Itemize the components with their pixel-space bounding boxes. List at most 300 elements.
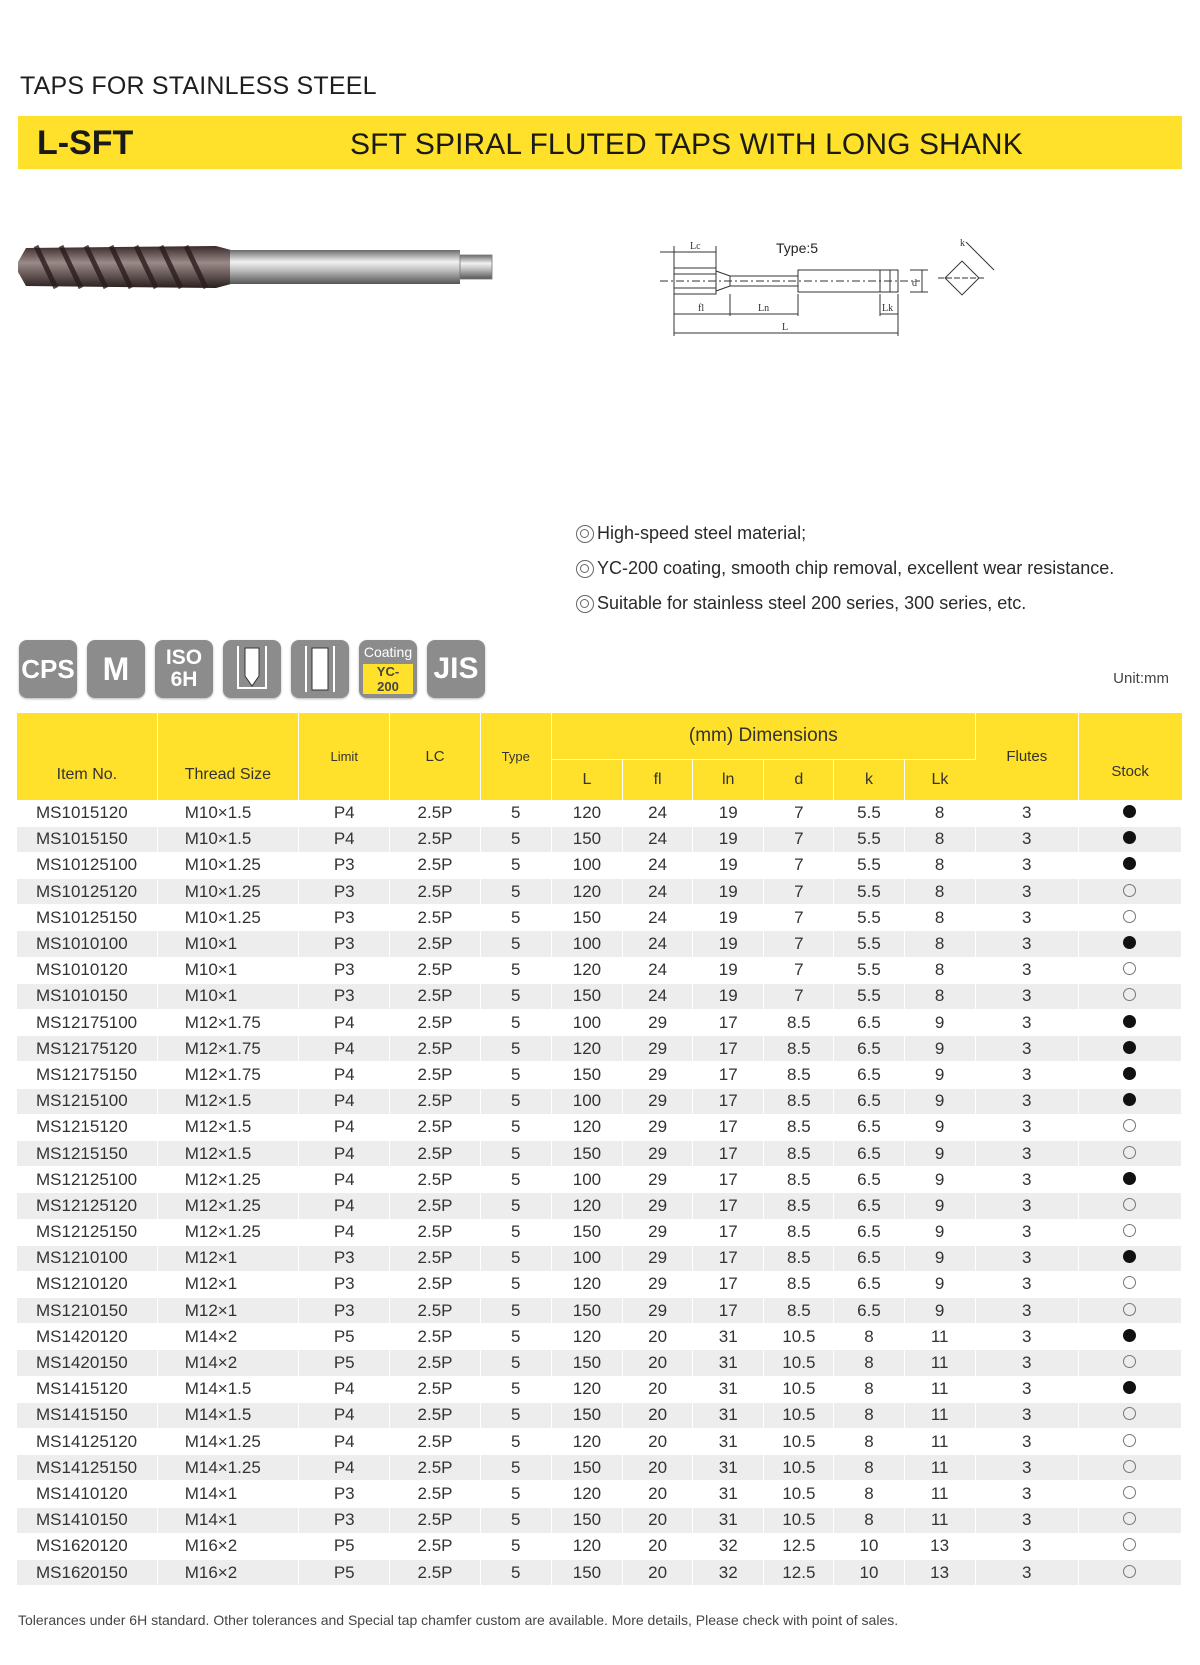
table-row [17, 1350, 1182, 1376]
cell-lk: 8 [904, 931, 975, 957]
cell-flutes: 3 [975, 1010, 1078, 1036]
cell-item-no: MS1010120 [17, 957, 157, 983]
table-row [17, 1481, 1182, 1507]
cell-k: 6.5 [834, 1298, 904, 1324]
cell-lk: 9 [904, 1140, 975, 1166]
cell-l: 150 [551, 1219, 622, 1245]
cell-k: 6.5 [834, 1062, 904, 1088]
cell-ln: 17 [693, 1245, 764, 1271]
iso-6h-badge: ISO 6H [155, 640, 213, 698]
cell-k: 6.5 [834, 1140, 904, 1166]
cell-limit: P5 [299, 1559, 390, 1585]
cell-l: 120 [551, 1324, 622, 1350]
table-row [17, 957, 1182, 983]
cell-d: 10.5 [764, 1350, 834, 1376]
feature-item: Suitable for stainless steel 200 series, 300 series, etc. [576, 586, 1114, 621]
cell-stock [1078, 1010, 1181, 1036]
cell-lk: 9 [904, 1062, 975, 1088]
cell-item-no: MS1620120 [17, 1533, 157, 1559]
cell-fl: 29 [623, 1193, 693, 1219]
cell-ln: 17 [693, 1219, 764, 1245]
cell-lc: 2.5P [390, 983, 480, 1009]
cell-item-no: MS1215100 [17, 1088, 157, 1114]
cell-limit: P3 [299, 905, 390, 931]
cell-flutes: 3 [975, 1193, 1078, 1219]
cell-d: 12.5 [764, 1533, 834, 1559]
cell-stock [1078, 905, 1181, 931]
cell-limit: P4 [299, 1455, 390, 1481]
cell-thread-size: M12×1.5 [157, 1114, 298, 1140]
cell-d: 8.5 [764, 1271, 834, 1297]
cell-item-no: MS10125120 [17, 879, 157, 905]
cell-l: 120 [551, 1036, 622, 1062]
cell-ln: 19 [693, 905, 764, 931]
feature-item: YC-200 coating, smooth chip removal, excellent wear resistance. [576, 551, 1114, 586]
cell-ln: 17 [693, 1298, 764, 1324]
cell-ln: 17 [693, 1010, 764, 1036]
cell-lk: 8 [904, 879, 975, 905]
cell-thread-size: M12×1.25 [157, 1193, 298, 1219]
cell-thread-size: M10×1.25 [157, 879, 298, 905]
cell-l: 150 [551, 1062, 622, 1088]
cell-d: 7 [764, 983, 834, 1009]
cell-lk: 9 [904, 1219, 975, 1245]
cell-type: 5 [480, 1559, 551, 1585]
out-of-stock-circle-icon [1123, 1407, 1136, 1420]
cell-limit: P4 [299, 1167, 390, 1193]
cell-ln: 31 [693, 1507, 764, 1533]
cell-d: 8.5 [764, 1062, 834, 1088]
cell-fl: 24 [623, 983, 693, 1009]
cell-k: 5.5 [834, 879, 904, 905]
cell-type: 5 [480, 1481, 551, 1507]
cell-fl: 20 [623, 1376, 693, 1402]
cell-lc: 2.5P [390, 852, 480, 878]
cell-type: 5 [480, 1376, 551, 1402]
cell-flutes: 3 [975, 852, 1078, 878]
header-k: k [834, 759, 904, 800]
cell-l: 100 [551, 1010, 622, 1036]
cell-lc: 2.5P [390, 1402, 480, 1428]
cell-lk: 11 [904, 1350, 975, 1376]
cell-flutes: 3 [975, 1533, 1078, 1559]
cell-thread-size: M10×1 [157, 957, 298, 983]
cell-lc: 2.5P [390, 1533, 480, 1559]
product-banner [18, 116, 1182, 169]
out-of-stock-circle-icon [1123, 1565, 1136, 1578]
k-label: k [960, 238, 965, 249]
cell-limit: P4 [299, 1036, 390, 1062]
cell-thread-size: M14×1 [157, 1507, 298, 1533]
cell-lc: 2.5P [390, 1088, 480, 1114]
cell-lc: 2.5P [390, 1010, 480, 1036]
cell-k: 6.5 [834, 1193, 904, 1219]
out-of-stock-circle-icon [1123, 1303, 1136, 1316]
cell-lc: 2.5P [390, 1481, 480, 1507]
cell-k: 8 [834, 1429, 904, 1455]
out-of-stock-circle-icon [1123, 1198, 1136, 1211]
table-row [17, 800, 1182, 826]
cps-badge: CPS [19, 640, 77, 698]
cell-lk: 9 [904, 1193, 975, 1219]
cell-thread-size: M12×1.75 [157, 1010, 298, 1036]
out-of-stock-circle-icon [1123, 884, 1136, 897]
cell-k: 6.5 [834, 1036, 904, 1062]
cell-l: 100 [551, 1088, 622, 1114]
header-thread-size: Thread Size [157, 713, 298, 800]
cell-lc: 2.5P [390, 1167, 480, 1193]
cell-type: 5 [480, 800, 551, 826]
fl-label: fl [698, 303, 705, 314]
table-row [17, 1324, 1182, 1350]
cell-lc: 2.5P [390, 1271, 480, 1297]
cell-l: 150 [551, 1559, 622, 1585]
cell-ln: 31 [693, 1455, 764, 1481]
table-row [17, 1062, 1182, 1088]
double-circle-bullet-icon [576, 595, 594, 613]
cell-stock [1078, 1533, 1181, 1559]
cell-thread-size: M14×1 [157, 1481, 298, 1507]
table-row [17, 826, 1182, 852]
header-item-no: Item No. [17, 713, 157, 800]
feature-list [576, 516, 1114, 621]
table-row [17, 1167, 1182, 1193]
cell-type: 5 [480, 931, 551, 957]
cell-l: 100 [551, 1167, 622, 1193]
cell-lc: 2.5P [390, 931, 480, 957]
cell-fl: 24 [623, 826, 693, 852]
cell-flutes: 3 [975, 1245, 1078, 1271]
cell-d: 8.5 [764, 1193, 834, 1219]
cell-fl: 20 [623, 1402, 693, 1428]
cell-k: 5.5 [834, 800, 904, 826]
out-of-stock-circle-icon [1123, 910, 1136, 923]
cell-k: 5.5 [834, 852, 904, 878]
cell-fl: 24 [623, 905, 693, 931]
cell-stock [1078, 879, 1181, 905]
cell-stock [1078, 826, 1181, 852]
cell-l: 100 [551, 852, 622, 878]
cell-lk: 9 [904, 1114, 975, 1140]
cell-lc: 2.5P [390, 1298, 480, 1324]
cell-k: 10 [834, 1559, 904, 1585]
cell-type: 5 [480, 1167, 551, 1193]
cell-lc: 2.5P [390, 1350, 480, 1376]
cell-thread-size: M14×2 [157, 1350, 298, 1376]
cell-ln: 19 [693, 800, 764, 826]
cell-d: 7 [764, 957, 834, 983]
cell-flutes: 3 [975, 879, 1078, 905]
cell-ln: 17 [693, 1062, 764, 1088]
cell-l: 150 [551, 826, 622, 852]
cell-d: 10.5 [764, 1455, 834, 1481]
cell-limit: P3 [299, 1507, 390, 1533]
cell-stock [1078, 1140, 1181, 1166]
cell-type: 5 [480, 1245, 551, 1271]
cell-type: 5 [480, 1088, 551, 1114]
cell-lc: 2.5P [390, 1376, 480, 1402]
cell-lc: 2.5P [390, 826, 480, 852]
cell-limit: P3 [299, 931, 390, 957]
footnote: Tolerances under 6H standard. Other tolerances and Special tap chamfer custom are available. More details, Please check with point of sales. [18, 1612, 899, 1628]
in-stock-dot-icon [1123, 1015, 1136, 1028]
cell-flutes: 3 [975, 1455, 1078, 1481]
cell-lc: 2.5P [390, 879, 480, 905]
cell-k: 5.5 [834, 931, 904, 957]
cell-lk: 11 [904, 1455, 975, 1481]
tap-product-image [16, 238, 494, 296]
lk-label: Lk [882, 303, 894, 314]
cell-type: 5 [480, 1350, 551, 1376]
table-row [17, 1298, 1182, 1324]
cell-type: 5 [480, 1193, 551, 1219]
header-lk: Lk [904, 759, 975, 800]
cell-flutes: 3 [975, 1062, 1078, 1088]
cell-stock [1078, 1507, 1181, 1533]
cell-thread-size: M10×1.5 [157, 800, 298, 826]
cell-fl: 29 [623, 1271, 693, 1297]
cell-lk: 11 [904, 1324, 975, 1350]
cell-lk: 9 [904, 1010, 975, 1036]
cell-k: 8 [834, 1376, 904, 1402]
cell-k: 5.5 [834, 983, 904, 1009]
cell-lc: 2.5P [390, 1140, 480, 1166]
cell-ln: 31 [693, 1376, 764, 1402]
cell-type: 5 [480, 1062, 551, 1088]
cell-d: 8.5 [764, 1140, 834, 1166]
cell-limit: P4 [299, 800, 390, 826]
header-lc: LC [390, 713, 480, 800]
cell-item-no: MS1210120 [17, 1271, 157, 1297]
cell-type: 5 [480, 957, 551, 983]
cell-k: 8 [834, 1455, 904, 1481]
cell-item-no: MS12125120 [17, 1193, 157, 1219]
cell-fl: 20 [623, 1324, 693, 1350]
feature-item: High-speed steel material; [576, 516, 1114, 551]
cell-item-no: MS1420120 [17, 1324, 157, 1350]
cell-flutes: 3 [975, 800, 1078, 826]
cell-type: 5 [480, 1402, 551, 1428]
cell-lc: 2.5P [390, 905, 480, 931]
cell-fl: 20 [623, 1533, 693, 1559]
cell-fl: 29 [623, 1167, 693, 1193]
cell-fl: 29 [623, 1062, 693, 1088]
header-stock: Stock [1078, 713, 1181, 800]
cell-stock [1078, 1429, 1181, 1455]
out-of-stock-circle-icon [1123, 1146, 1136, 1159]
in-stock-dot-icon [1123, 857, 1136, 870]
cell-k: 6.5 [834, 1088, 904, 1114]
cell-type: 5 [480, 983, 551, 1009]
cell-thread-size: M10×1.5 [157, 826, 298, 852]
cell-k: 6.5 [834, 1245, 904, 1271]
cell-lk: 9 [904, 1088, 975, 1114]
cell-fl: 24 [623, 957, 693, 983]
cell-d: 8.5 [764, 1088, 834, 1114]
cell-ln: 19 [693, 957, 764, 983]
cell-d: 8.5 [764, 1245, 834, 1271]
cell-ln: 32 [693, 1533, 764, 1559]
cell-lk: 11 [904, 1429, 975, 1455]
out-of-stock-circle-icon [1123, 1355, 1136, 1368]
cell-l: 100 [551, 931, 622, 957]
cell-ln: 31 [693, 1481, 764, 1507]
cell-type: 5 [480, 1219, 551, 1245]
cell-lk: 11 [904, 1507, 975, 1533]
cell-k: 6.5 [834, 1219, 904, 1245]
out-of-stock-circle-icon [1123, 988, 1136, 1001]
cell-item-no: MS1010100 [17, 931, 157, 957]
cell-lk: 8 [904, 852, 975, 878]
cell-item-no: MS1420150 [17, 1350, 157, 1376]
cell-stock [1078, 1219, 1181, 1245]
cell-limit: P3 [299, 1298, 390, 1324]
cell-fl: 24 [623, 879, 693, 905]
in-stock-dot-icon [1123, 1041, 1136, 1054]
cell-k: 6.5 [834, 1271, 904, 1297]
cell-type: 5 [480, 1455, 551, 1481]
feature-badges [19, 640, 485, 698]
cell-l: 120 [551, 1481, 622, 1507]
cell-flutes: 3 [975, 1429, 1078, 1455]
cell-fl: 29 [623, 1140, 693, 1166]
cell-thread-size: M12×1.25 [157, 1219, 298, 1245]
cell-l: 120 [551, 1429, 622, 1455]
cell-flutes: 3 [975, 826, 1078, 852]
cell-l: 150 [551, 905, 622, 931]
out-of-stock-circle-icon [1123, 1486, 1136, 1499]
cell-flutes: 3 [975, 1376, 1078, 1402]
cell-limit: P4 [299, 1088, 390, 1114]
cell-thread-size: M16×2 [157, 1533, 298, 1559]
cell-k: 8 [834, 1481, 904, 1507]
cell-fl: 24 [623, 852, 693, 878]
cell-ln: 17 [693, 1193, 764, 1219]
cell-d: 7 [764, 800, 834, 826]
cell-ln: 17 [693, 1036, 764, 1062]
cell-item-no: MS12175100 [17, 1010, 157, 1036]
cell-fl: 29 [623, 1010, 693, 1036]
table-row [17, 1271, 1182, 1297]
in-stock-dot-icon [1123, 1067, 1136, 1080]
cell-stock [1078, 1324, 1181, 1350]
cell-stock [1078, 957, 1181, 983]
table-row [17, 852, 1182, 878]
cell-lk: 13 [904, 1559, 975, 1585]
table-body [17, 800, 1182, 1586]
cell-lk: 8 [904, 957, 975, 983]
out-of-stock-circle-icon [1123, 1512, 1136, 1525]
coating-yc200-badge: Coating YC-200 [359, 640, 417, 698]
out-of-stock-circle-icon [1123, 1276, 1136, 1289]
cell-ln: 17 [693, 1167, 764, 1193]
cell-lc: 2.5P [390, 1429, 480, 1455]
cell-lk: 9 [904, 1167, 975, 1193]
cell-lk: 8 [904, 826, 975, 852]
table-row [17, 1010, 1182, 1036]
cell-lc: 2.5P [390, 1507, 480, 1533]
cell-thread-size: M14×1.5 [157, 1376, 298, 1402]
cell-flutes: 3 [975, 1219, 1078, 1245]
cell-lk: 8 [904, 983, 975, 1009]
cell-lk: 9 [904, 1298, 975, 1324]
cell-lk: 8 [904, 800, 975, 826]
cell-fl: 20 [623, 1455, 693, 1481]
table-row [17, 1219, 1182, 1245]
cell-d: 7 [764, 879, 834, 905]
cell-lc: 2.5P [390, 1219, 480, 1245]
cell-limit: P3 [299, 1245, 390, 1271]
out-of-stock-circle-icon [1123, 1224, 1136, 1237]
cell-limit: P3 [299, 983, 390, 1009]
cell-item-no: MS10125100 [17, 852, 157, 878]
cell-limit: P5 [299, 1350, 390, 1376]
out-of-stock-circle-icon [1123, 1538, 1136, 1551]
cell-fl: 24 [623, 931, 693, 957]
table-row [17, 1193, 1182, 1219]
cell-type: 5 [480, 1140, 551, 1166]
cell-stock [1078, 1193, 1181, 1219]
cell-item-no: MS1215120 [17, 1114, 157, 1140]
cell-thread-size: M14×2 [157, 1324, 298, 1350]
section-title: TAPS FOR STAINLESS STEEL [20, 72, 377, 100]
cell-type: 5 [480, 905, 551, 931]
cell-stock [1078, 1559, 1181, 1585]
cell-type: 5 [480, 1271, 551, 1297]
cell-d: 12.5 [764, 1559, 834, 1585]
cell-d: 10.5 [764, 1324, 834, 1350]
cell-type: 5 [480, 1429, 551, 1455]
cell-thread-size: M12×1.5 [157, 1088, 298, 1114]
cell-thread-size: M10×1 [157, 983, 298, 1009]
cell-lk: 11 [904, 1402, 975, 1428]
cell-l: 120 [551, 1114, 622, 1140]
cell-flutes: 3 [975, 905, 1078, 931]
cell-d: 10.5 [764, 1507, 834, 1533]
cell-limit: P4 [299, 1114, 390, 1140]
cell-lk: 11 [904, 1376, 975, 1402]
cell-fl: 29 [623, 1088, 693, 1114]
cell-k: 8 [834, 1402, 904, 1428]
in-stock-dot-icon [1123, 936, 1136, 949]
cell-ln: 17 [693, 1140, 764, 1166]
cell-item-no: MS1210100 [17, 1245, 157, 1271]
cell-d: 8.5 [764, 1167, 834, 1193]
cell-ln: 17 [693, 1088, 764, 1114]
cell-fl: 20 [623, 1507, 693, 1533]
cell-flutes: 3 [975, 1507, 1078, 1533]
cell-thread-size: M10×1 [157, 931, 298, 957]
header-dimensions: (mm) Dimensions [551, 713, 975, 759]
cell-lc: 2.5P [390, 1559, 480, 1585]
unit-label: Unit:mm [1113, 670, 1169, 687]
cell-flutes: 3 [975, 1088, 1078, 1114]
specification-table [17, 713, 1182, 1586]
cell-stock [1078, 1455, 1181, 1481]
out-of-stock-circle-icon [1123, 1119, 1136, 1132]
header-d: d [764, 759, 834, 800]
through-hole-icon [291, 640, 349, 698]
cell-lc: 2.5P [390, 1245, 480, 1271]
table-row [17, 931, 1182, 957]
cell-item-no: MS1410120 [17, 1481, 157, 1507]
cell-k: 6.5 [834, 1167, 904, 1193]
cell-lc: 2.5P [390, 957, 480, 983]
cell-limit: P3 [299, 1481, 390, 1507]
blind-hole-icon [223, 640, 281, 698]
cell-fl: 24 [623, 800, 693, 826]
cell-l: 120 [551, 1376, 622, 1402]
